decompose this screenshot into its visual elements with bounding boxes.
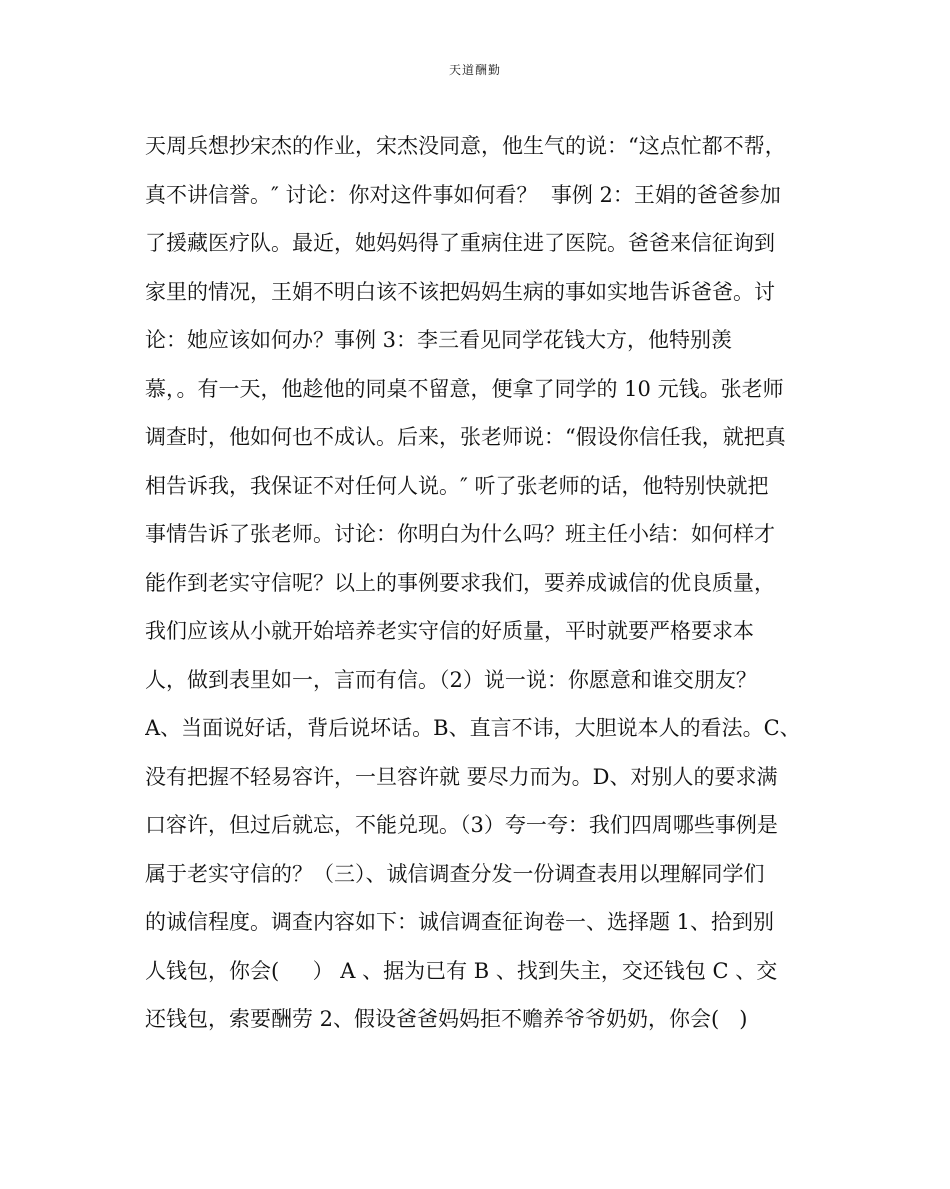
text-line: 了援藏医疗队。最近，她妈妈得了重病住进了医院。爸爸来信征询到	[145, 231, 775, 255]
text-line: 天周兵想抄宋杰的作业，宋杰没同意，他生气的说：“这点忙都不帮，	[145, 134, 786, 158]
text-line: 属于老实守信的？（三）、诚信调查分发一份调查表用以理解同学们	[145, 861, 765, 886]
text-line: 没有把握不轻易容许，一旦容许就 要尽力而为。D、对别人的要求满	[145, 764, 778, 789]
page-header: 天道酬勤	[448, 63, 501, 77]
text-line: 的诚信程度。调查内容如下：诚信调查征询卷一、选择题 1、拾到别	[145, 910, 775, 934]
text-line: 人钱包，你会( ） A 、据为已有 B 、找到失主，交还钱包 C 、交	[145, 958, 778, 983]
text-line: 慕，。有一天，他趁他的同桌不留意，便拿了同学的 10 元钱。张老师	[145, 376, 784, 401]
text-line: 能作到老实守信呢？以上的事例要求我们，要养成诚信的优良质量，	[145, 570, 775, 595]
text-line: 调查时，他如何也不成认。后来，张老师说：“假设你信任我，就把真	[145, 425, 786, 449]
text-line: 还钱包，索要酬劳 2、假设爸爸妈妈拒不赡养爷爷奶奶，你会( )	[145, 1007, 748, 1031]
text-line: 论：她应该如何办？事例 3：李三看见同学花钱大方，他特别羡	[145, 328, 733, 352]
text-line: A、当面说好话，背后说坏话。B、直言不讳，大胆说本人的看法。C、	[145, 716, 801, 740]
text-line: 相告诉我，我保证不对任何人说。″ 听了张老师的话，他特别快就把	[145, 473, 769, 498]
body-text	[145, 122, 810, 1044]
text-line: 家里的情况，王娟不明白该不该把妈妈生病的事如实地告诉爸爸。讨	[145, 279, 775, 304]
text-line: 人，做到表里如一，言而有信。（2）说一说：你愿意和谁交朋友？	[145, 667, 757, 692]
text-line: 我们应该从小就开始培养老实守信的好质量，平时就要严格要求本	[145, 619, 754, 643]
text-line: 口容许，但过后就忘，不能兑现。（3）夸一夸：我们四周哪些事例是	[145, 813, 778, 837]
text-line: 真不讲信誉。″ 讨论：你对这件事如何看？ 事例 2：王娟的爸爸参加	[145, 182, 781, 207]
text-line: 事情告诉了张老师。讨论：你明白为什么吗？班主任小结：如何样才	[145, 522, 775, 546]
